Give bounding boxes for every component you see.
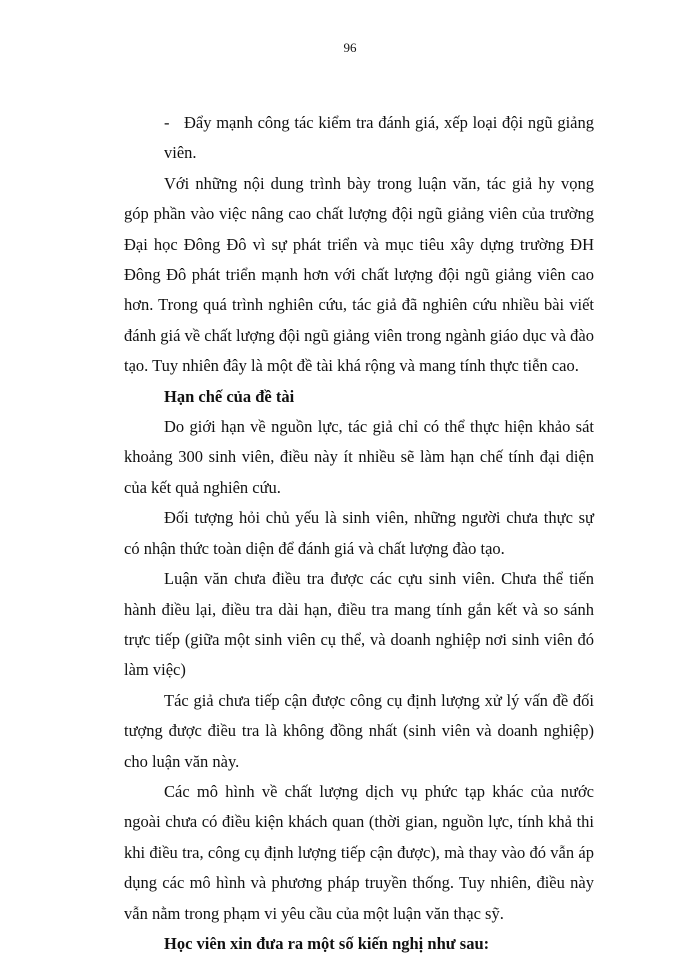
- bullet-item: [124, 108, 594, 169]
- paragraph-limitation-1: Do giới hạn về nguồn lực, tác giả chỉ có thể thực hiện khảo sát khoảng 300 sinh viên, điều này ít nhiều sẽ làm hạn chế tính đại diện của kết quả nghiên cứu.: [124, 417, 594, 497]
- document-body: [124, 108, 594, 959]
- paragraph-limitation-2: Đối tượng hỏi chủ yếu là sinh viên, những người chưa thực sự có nhận thức toàn diện để đánh giá và chất lượng đào tạo.: [124, 508, 594, 558]
- paragraph-conclusion: Với những nội dung trình bày trong luận văn, tác giả hy vọng góp phần vào việc nâng cao chất lượng đội ngũ giảng viên của trường Đại học Đông Đô vì sự phát triển và mục tiêu xây dựng trường ĐH Đông Đô phát triển mạnh hơn với chất lượng đội ngũ giảng viên cao hơn. Trong quá trình nghiên cứu, tác giả đã nghiên cứu nhiều bài viết đánh giá về chất lượng đội ngũ giảng viên trong ngành giáo dục và đào tạo. Tuy nhiên đây là một đề tài khá rộng và mang tính thực tiễn cao.: [124, 173, 594, 376]
- paragraph-limitation-5: Các mô hình về chất lượng dịch vụ phức tạp khác của nước ngoài chưa có điều kiện khách quan (thời gian, nguồn lực, tính khả thi khi điều tra, công cụ định lượng tiếp cận được), mà thay vào đó vẫn áp dụng các mô hình và phương pháp truyền thống. Tuy nhiên, điều này vẫn nằm trong phạm vi yêu cầu của một luận văn thạc sỹ.: [124, 781, 594, 923]
- heading-limitations: Hạn chế của đề tài: [164, 386, 295, 406]
- page-number: 96: [343, 40, 357, 55]
- bullet-text: Đẩy mạnh công tác kiểm tra đánh giá, xếp loại đội ngũ giảng viên.: [164, 113, 594, 163]
- bullet-dash: -: [164, 113, 170, 132]
- paragraph-limitation-4: Tác giả chưa tiếp cận được công cụ định lượng xử lý vấn đề đối tượng được điều tra là không đồng nhất (sinh viên và doanh nghiệp) cho luận văn này.: [124, 690, 594, 771]
- paragraph-limitation-3: Luận văn chưa điều tra được các cựu sinh viên. Chưa thể tiến hành điều lại, điều tra dài hạn, điều tra mang tính gắn kết và so sánh trực tiếp (giữa một sinh viên cụ thể, và doanh nghiệp nơi sinh viên đó làm việc): [124, 569, 594, 680]
- heading-recommendations: Học viên xin đưa ra một số kiến nghị như sau:: [164, 933, 490, 953]
